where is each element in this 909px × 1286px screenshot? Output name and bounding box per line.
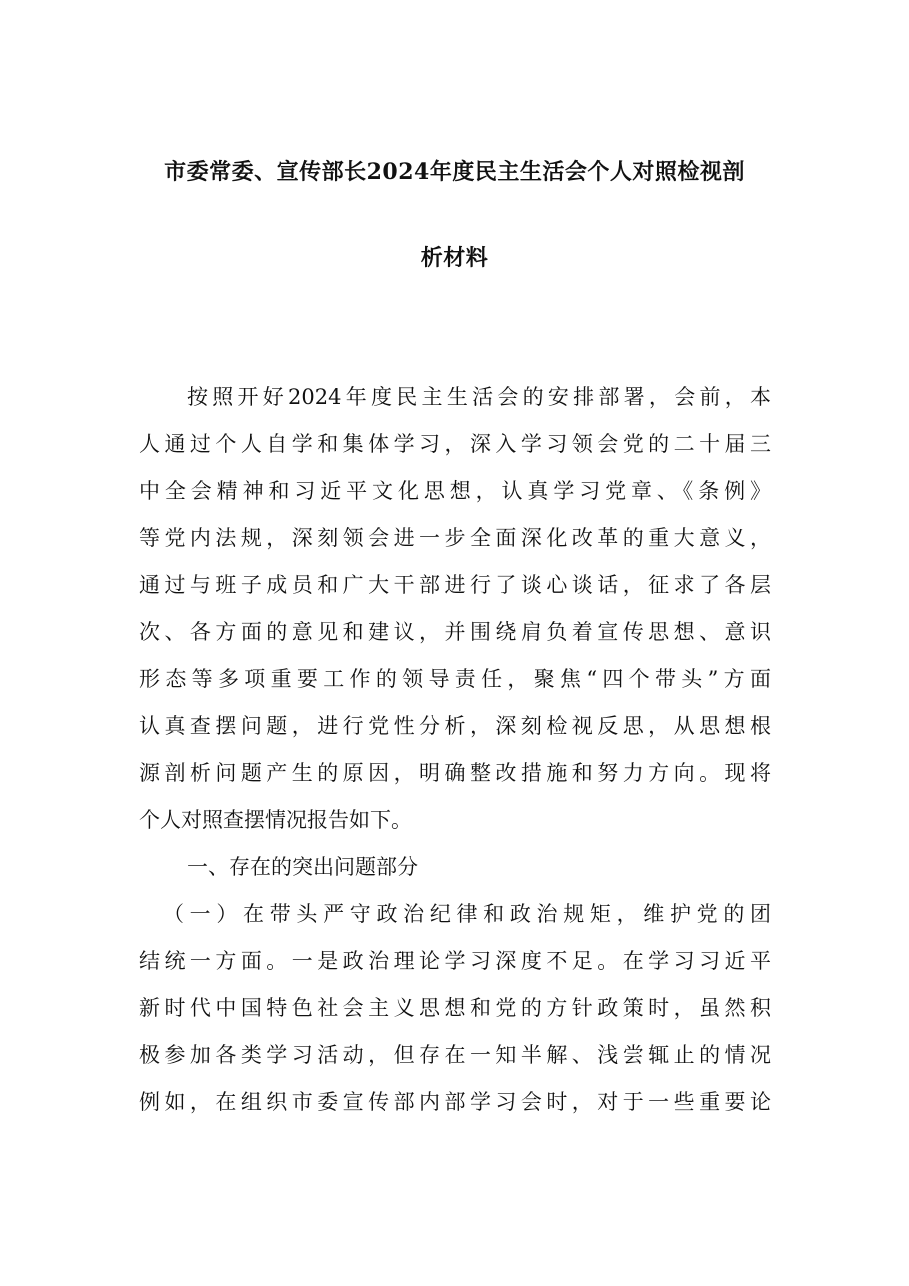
subsection-heading-line: （一）在带头严守政治纪律和政治规矩，维护党的团 [163,902,771,926]
document-title-line-1: 市委常委、宣传部长2024年度民主生活会个人对照检视剖 [164,159,745,185]
body-line: 形态等多项重要工作的领导责任，聚焦“四个带头”方面 [139,667,771,691]
body-line: 新时代中国特色社会主义思想和党的方针政策时，虽然积 [139,996,771,1020]
document-title-line-2: 析材料 [420,245,489,271]
body-line: 极参加各类学习活动，但存在一知半解、浅尝辄止的情况 [139,1043,771,1067]
body-line: 通过与班子成员和广大干部进行了谈心谈话，征求了各层 [139,573,771,597]
body-line: 人通过个人自学和集体学习，深入学习领会党的二十届三 [139,432,771,456]
body-line: 中全会精神和习近平文化思想，认真学习党章、《条例》 [139,479,771,503]
body-line: 次、各方面的意见和建议，并围绕肩负着宣传思想、意识 [139,620,771,644]
body-line: 等党内法规，深刻领会进一步全面深化改革的重大意义， [139,526,771,550]
body-line: 源剖析问题产生的原因，明确整改措施和努力方向。现将 [139,761,771,785]
body-line: 例如，在组织市委宣传部内部学习会时，对于一些重要论 [139,1090,771,1114]
body-line: 认真查摆问题，进行党性分析，深刻检视反思，从思想根 [139,714,771,738]
body-line: 个人对照查摆情况报告如下。 [139,808,412,832]
section-heading: 一、存在的突出问题部分 [187,855,418,879]
body-line: 按照开好2024年度民主生活会的安排部署，会前，本 [187,385,771,409]
body-line: 结统一方面。一是政治理论学习深度不足。在学习习近平 [139,949,771,973]
